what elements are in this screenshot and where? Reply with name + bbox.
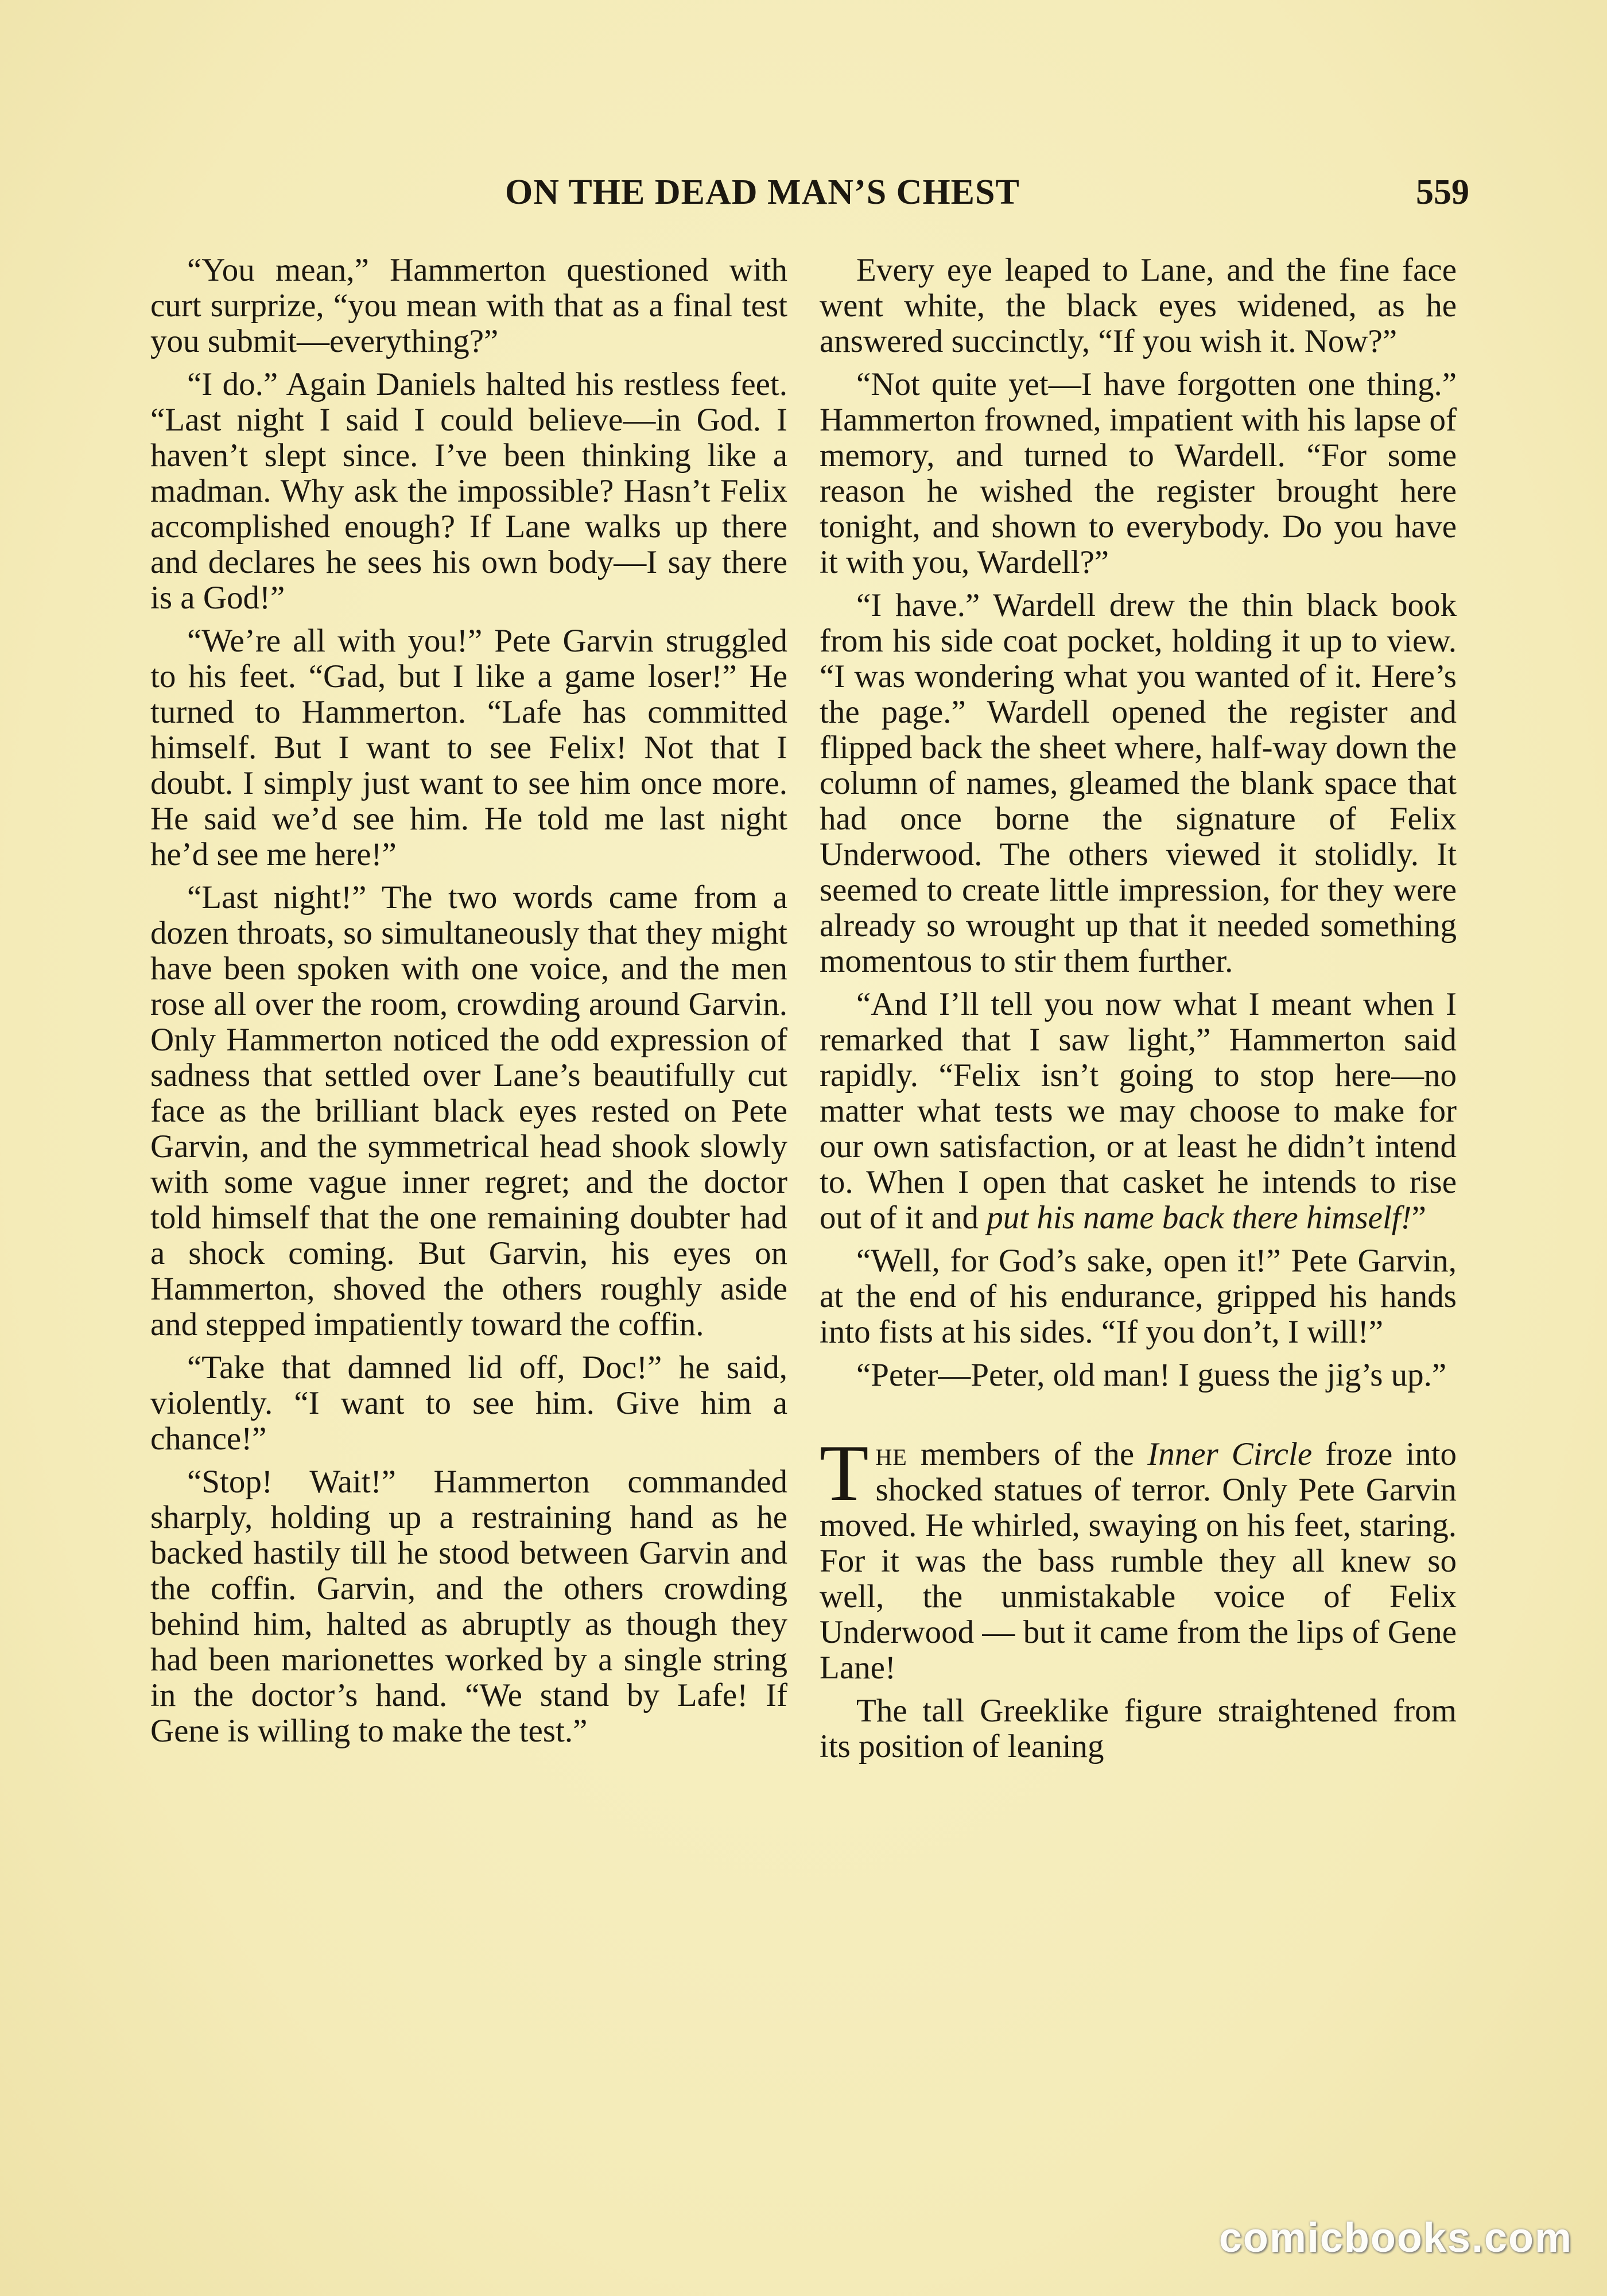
paragraph: “I have.” Wardell drew the thin black book from his side coat pocket, holding it up to view. “I was wondering what you wanted of it. Here’s the page.” Wardell opened the register and flipped back the sheet where, half-way down the column of names, gleamed the blank space that had once borne the signature of Felix Underwood. The others viewed it stolidly. It seemed to create little impression, for they were already so wrought up that it needed something momentous to stir them further. [820,587,1457,979]
paragraph: “Not quite yet—I have forgotten one thing.” Hammerton frowned, impatient with his lapse of memory, and turned to Wardell. “For some reason he wished the register brought here tonight, and shown to everybody. Do you have it with you, Wardell?” [820,366,1457,580]
paragraph: “Stop! Wait!” Hammerton commanded sharply, holding up a restraining hand as he backed hastily till he stood between Garvin and the coffin. Garvin, and the others crowding behind him, halted as abruptly as though they had been marionettes worked by a single string in the doctor’s hand. “We stand by Lafe! If Gene is willing to make the test.” [150,1464,787,1749]
paragraph: Every eye leaped to Lane, and the fine face went white, the black eyes widened, as he answered succinctly, “If you wish it. Now?” [820,252,1457,359]
paragraph-text: froze into shocked statues of terror. Only Pete Garvin moved. He whirled, swaying on his feet, staring. For it was the bass rumble they all knew so well, the unmistakable voice of Felix Underwood — but it came from the lips of Gene Lane! [820,1436,1457,1686]
closing-quote: ” [1411,1200,1426,1236]
paragraph: “Well, for God’s sake, open it!” Pete Garvin, at the end of his endurance, gripped his hands into fists at his sides. “If you don’t, I will!” [820,1243,1457,1350]
watermark: comicbooks.com [1218,2215,1573,2261]
paragraph-dropcap [820,1429,1457,1686]
italic-emphasis: put his name back there himself! [987,1200,1412,1236]
paragraph: “Last night!” The two words came from a dozen throats, so simultaneously that they might have been spoken with one voice, and the men rose all over the room, crowding around Garvin. Only Hammerton noticed the odd expression of sadness that settled over Lane’s beautifully cut face as the brilliant black eyes rested on Pete Garvin, and the symmetrical head shook slowly with some vague inner regret; and the doctor told himself that the one remaining doubter had a shock coming. But Garvin, his eyes on Hammerton, shoved the others roughly aside and stepped impatiently toward the coffin. [150,879,787,1343]
left-column [150,253,787,1756]
section-break [820,1393,1457,1437]
right-column [820,253,1457,1772]
paragraph: “We’re all with you!” Pete Garvin struggled to his feet. “Gad, but I like a game loser!” He turned to Hammerton. “Lafe has committed himself. But I want to see Felix! Not that I doubt. I simply just want to see him once more. He said we’d see him. He told me last night he’d see me here!” [150,623,787,872]
page-number: 559 [1416,173,1469,212]
small-caps-text: he [875,1436,907,1472]
paragraph [820,987,1457,1236]
italic-emphasis: Inner Circle [1147,1436,1313,1472]
paragraph: “Peter—Peter, old man! I guess the jig’s up.” [856,1357,1447,1393]
running-head-title: ON THE DEAD MAN’S CHEST [505,173,1020,212]
paragraph-text: “And I’ll tell you now what I meant when I remarked that I saw light,” Hammerton said rapidly. “Felix isn’t going to stop here—no matter what tests we may choose to make for our own satisfaction, or at least he didn’t intend to. When I open that casket he intends to rise out of it and [820,986,1457,1236]
paragraph: “You mean,” Hammerton questioned with curt surprize, “you mean with that as a final test you submit—everything?” [150,252,787,359]
paragraph: “I do.” Again Daniels halted his restless feet. “Last night I said I could believe—in God. I haven’t slept since. I’ve been thinking like a madman. Why ask the impossible? Hasn’t Felix accomplished enough? If Lane walks up there and declares he sees his own body—I say there is a God!” [150,366,787,616]
paragraph: The tall Greeklike figure straightened from its position of leaning [820,1693,1457,1764]
drop-cap-letter: T [820,1429,869,1518]
paragraph-text: members of the [907,1436,1148,1472]
paragraph: “Take that damned lid off, Doc!” he said, violently. “I want to see him. Give him a chance!” [150,1349,787,1457]
